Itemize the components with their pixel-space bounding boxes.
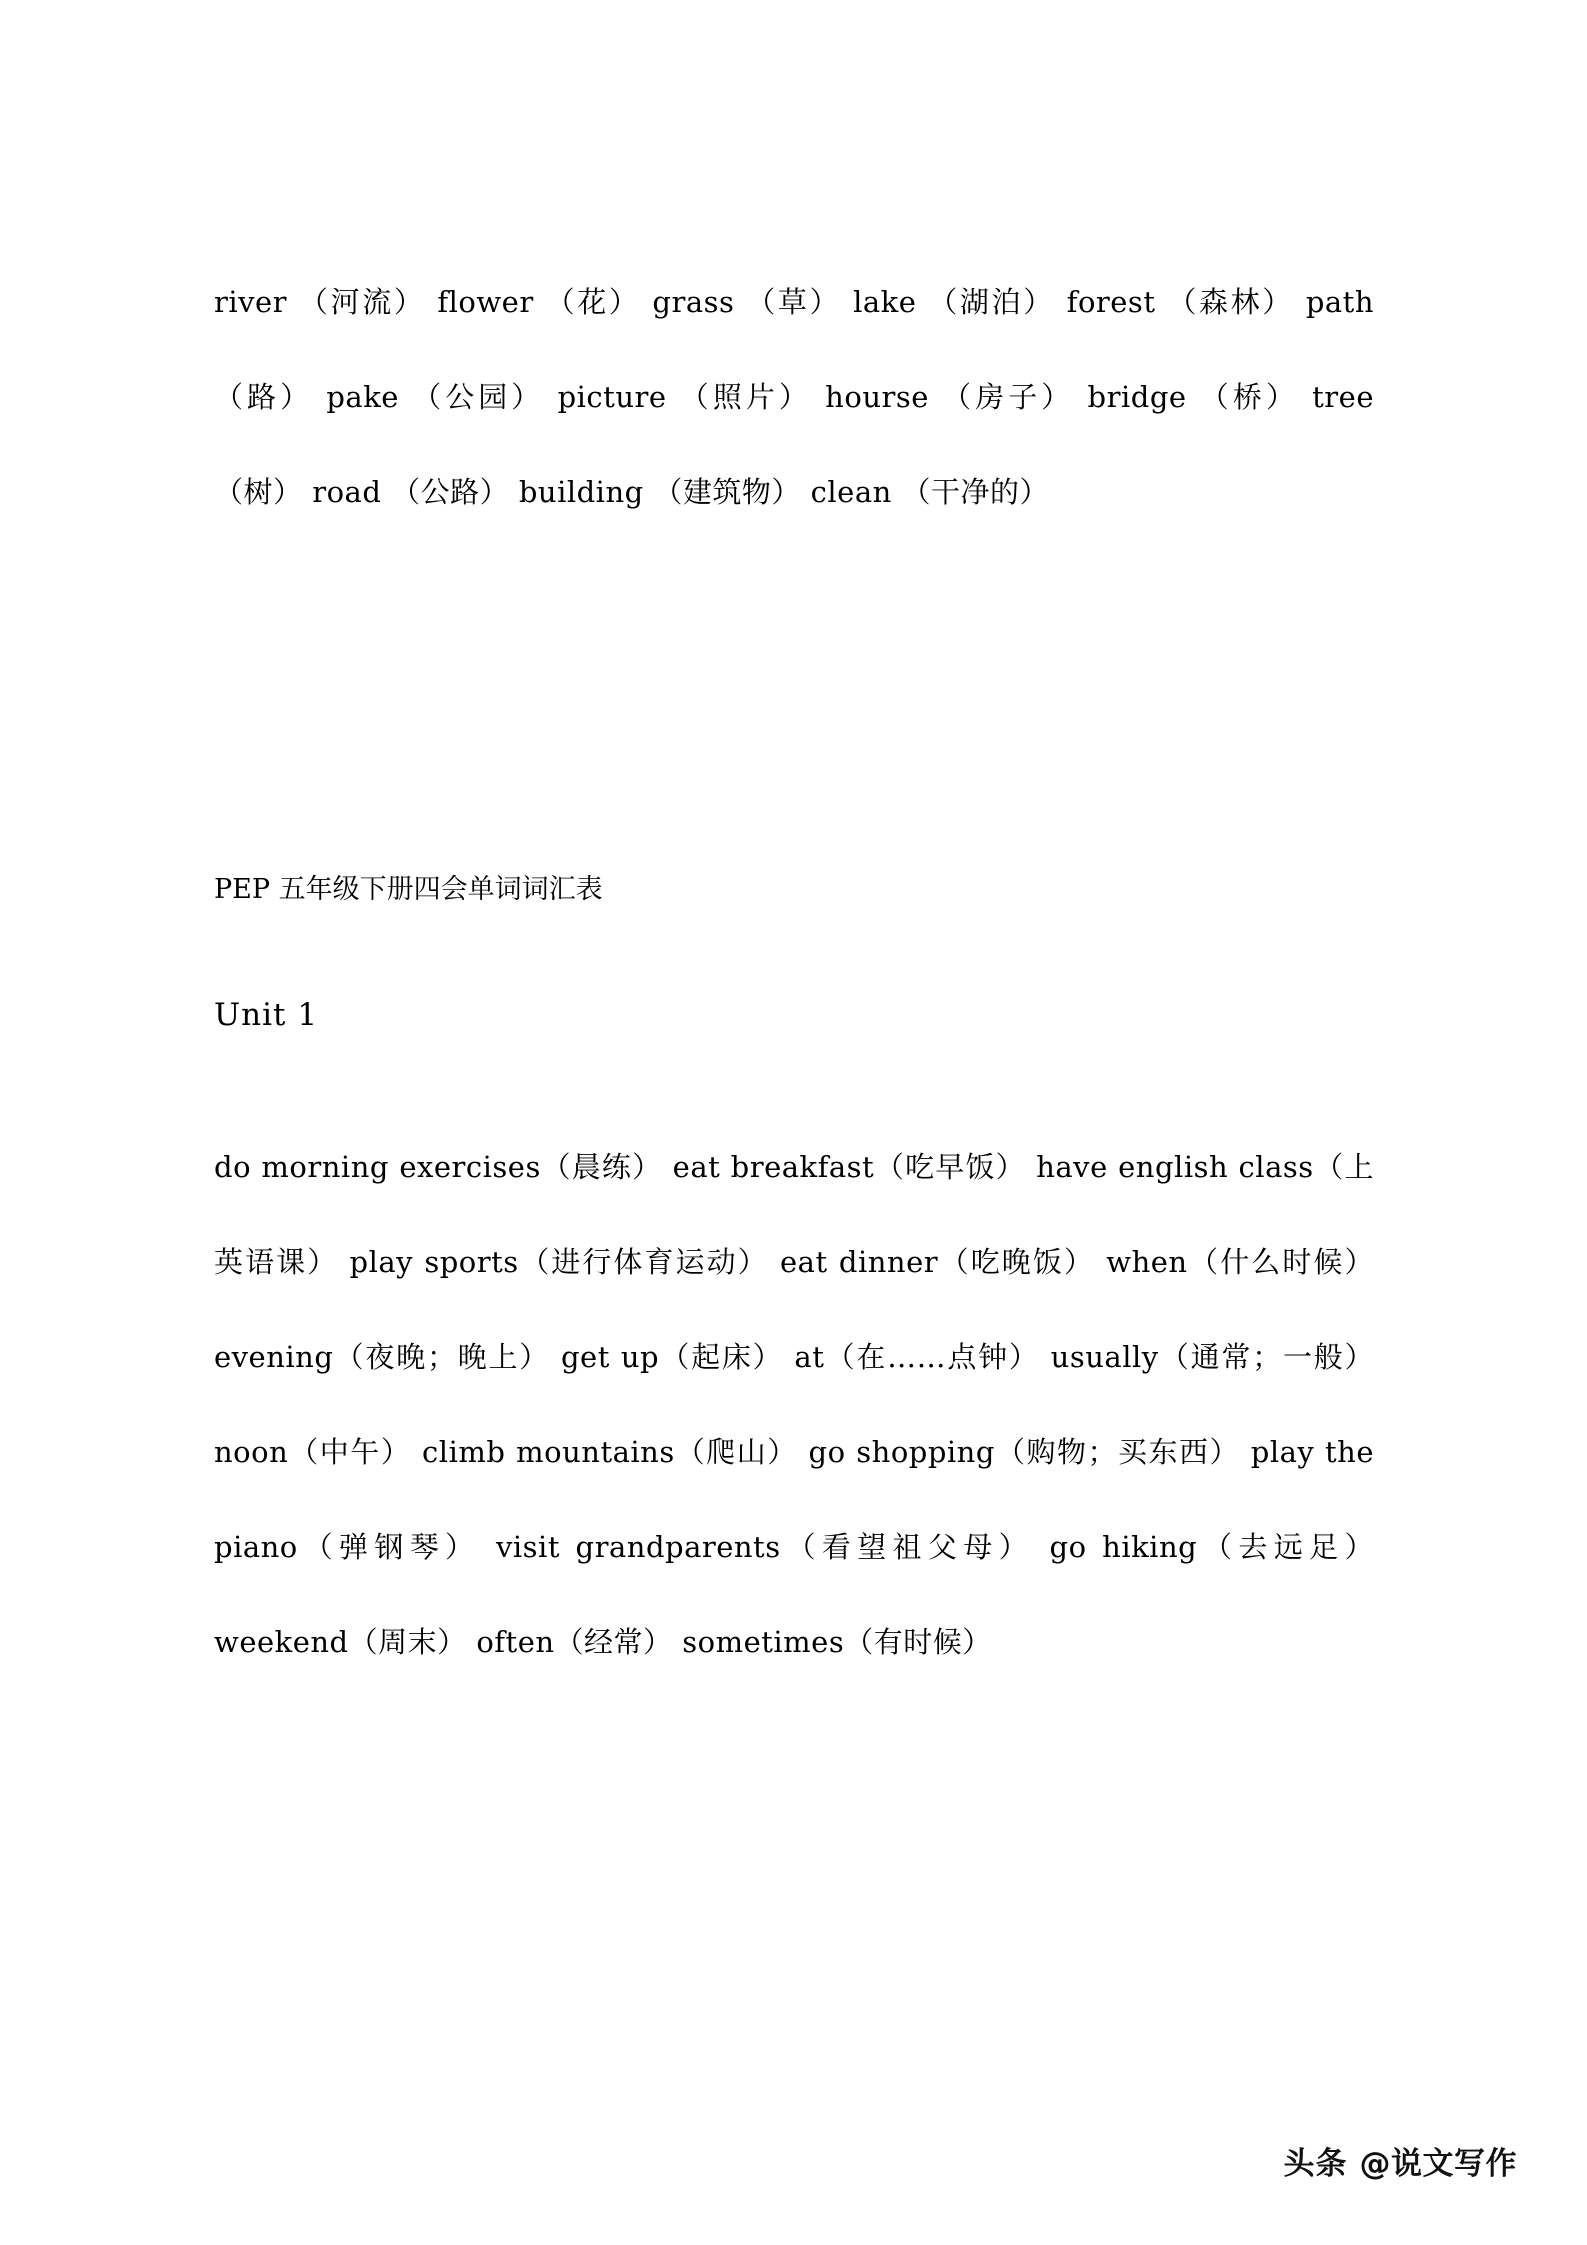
watermark-handle: @说文写作 (1359, 2146, 1517, 2182)
spacer-after-section-title (214, 910, 1374, 995)
section-title: PEP 五年级下册四会单词词汇表 (214, 874, 603, 905)
unit1-vocabulary-paragraph: do morning exercises（晨练） eat breakfast（吃早饭） have english class（上英语课） play sports（进行体育运动） eat dinner（吃晚饭） when（什么时候） evening（夜晚；晚上） get up（起床） at（在……点钟） usually（通常；一般） noon（中午） climb mountains（爬山） go shopping（购物；买东西） play the piano（弹钢琴） visit grandparents（看望祖父母） go hiking（去远足） weekend（周末） often（经常） sometimes（有时候） (214, 1150, 1374, 1659)
spacer-after-vocabulary (214, 540, 1374, 870)
document-content (214, 255, 1374, 1690)
watermark (1284, 2138, 1518, 2183)
watermark-logo: 头条 (1283, 2146, 1348, 2182)
spacer-after-unit-heading (214, 1035, 1374, 1120)
vocabulary-paragraph: river （河流） flower （花） grass （草） lake （湖泊） forest （森林） path （路） pake （公园） picture （照片） hourse （房子） bridge （桥） tree （树） road （公路） building （建筑物） clean （干净的） (214, 285, 1374, 509)
unit-heading: Unit 1 (214, 997, 319, 1033)
